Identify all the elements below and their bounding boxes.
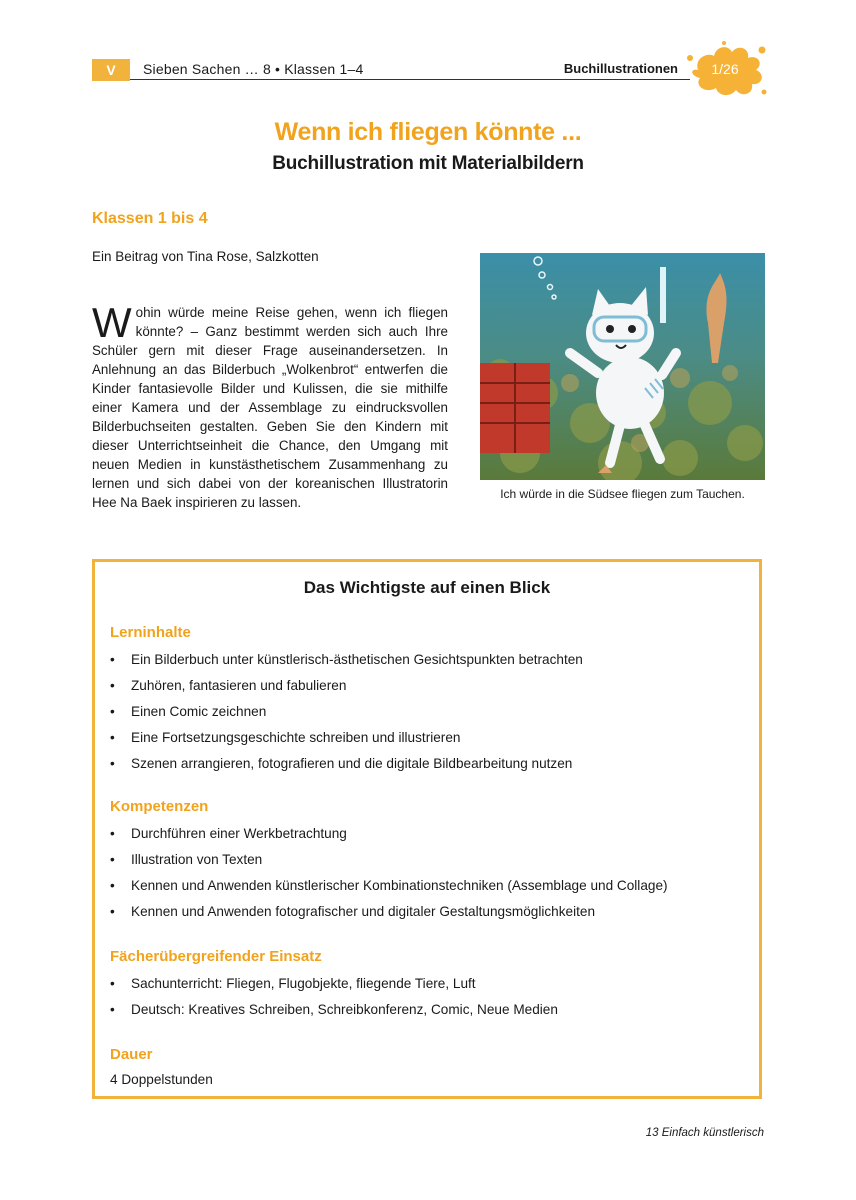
list-item: • Ein Bilderbuch unter künstlerisch-ästhetischen Gesichtspunkten betrachten bbox=[110, 650, 750, 676]
section-marker: V bbox=[92, 59, 130, 81]
grade-level: Klassen 1 bis 4 bbox=[92, 210, 208, 227]
author-line: Ein Beitrag von Tina Rose, Salzkotten bbox=[92, 249, 319, 264]
heading-kompetenzen: Kompetenzen bbox=[110, 798, 209, 815]
list-item: • Einen Comic zeichnen bbox=[110, 702, 750, 728]
list-item: • Zuhören, fantasieren und fabulieren bbox=[110, 676, 750, 702]
intro-paragraph bbox=[92, 299, 448, 512]
list-lerninhalte bbox=[110, 650, 750, 780]
list-faecher bbox=[110, 974, 750, 1026]
page-subtitle: Buchillustration mit Materialbildern bbox=[272, 153, 584, 174]
list-item: • Durchführen einer Werkbetrachtung bbox=[110, 824, 750, 850]
topic-label: Buchillustrationen bbox=[563, 61, 678, 76]
page-title: Wenn ich fliegen könnte ... bbox=[274, 118, 582, 146]
intro-text: ohin würde meine Reise gehen, wenn ich fliegen könnte? – Ganz bestimmt werden sich auch Ihre Schüler gern mit dieser Frage auseinandersetzen. In Anlehnung an das Bilderbuch „Wolkenbrot“ entwerfen die Kinder fantasievolle Bilder und Kulissen, die sie mithilfe einer Kamera und der Assemblage zu eindrucksvollen Bilderbuchseiten gestalten. Geben Sie den Kindern mit dieser Unterrichtseinheit die Chance, den Umgang mit neuen Medien in kunstästhetischem Zusammenhang zu lernen und sich dabei von der koreanischen Illustratorin Hee Na Baek inspirieren zu lassen. bbox=[92, 305, 448, 510]
drop-cap: W bbox=[92, 299, 132, 346]
list-item: • Illustration von Texten bbox=[110, 850, 750, 876]
footer-source: 13 Einfach künstlerisch bbox=[645, 1127, 764, 1139]
list-item: • Deutsch: Kreatives Schreiben, Schreibkonferenz, Comic, Neue Medien bbox=[110, 1000, 750, 1026]
heading-lerninhalte: Lerninhalte bbox=[110, 624, 191, 641]
underwater-cat-illustration bbox=[480, 253, 765, 480]
heading-dauer: Dauer bbox=[110, 1046, 153, 1063]
duration-value: 4 Doppelstunden bbox=[110, 1072, 213, 1087]
list-kompetenzen bbox=[110, 824, 750, 928]
page-number: 1/26 bbox=[711, 61, 739, 77]
summary-box-title: Das Wichtigste auf einen Blick bbox=[303, 578, 551, 597]
series-label: Sieben Sachen … 8 • Klassen 1–4 bbox=[143, 61, 364, 77]
header-rule bbox=[130, 79, 690, 80]
heading-faecher: Fächerübergreifender Einsatz bbox=[110, 948, 322, 965]
summary-box bbox=[92, 559, 762, 1099]
list-item: • Sachunterricht: Fliegen, Flugobjekte, fliegende Tiere, Luft bbox=[110, 974, 750, 1000]
list-item: • Szenen arrangieren, fotografieren und die digitale Bildbearbeitung nutzen bbox=[110, 754, 750, 780]
list-item: • Kennen und Anwenden künstlerischer Kombinationstechniken (Assemblage und Collage) bbox=[110, 876, 750, 902]
image-caption: Ich würde in die Südsee fliegen zum Tauchen. bbox=[500, 487, 745, 501]
list-item: • Kennen und Anwenden fotografischer und digitaler Gestaltungsmöglichkeiten bbox=[110, 902, 750, 928]
list-item: • Eine Fortsetzungsgeschichte schreiben und illustrieren bbox=[110, 728, 750, 754]
